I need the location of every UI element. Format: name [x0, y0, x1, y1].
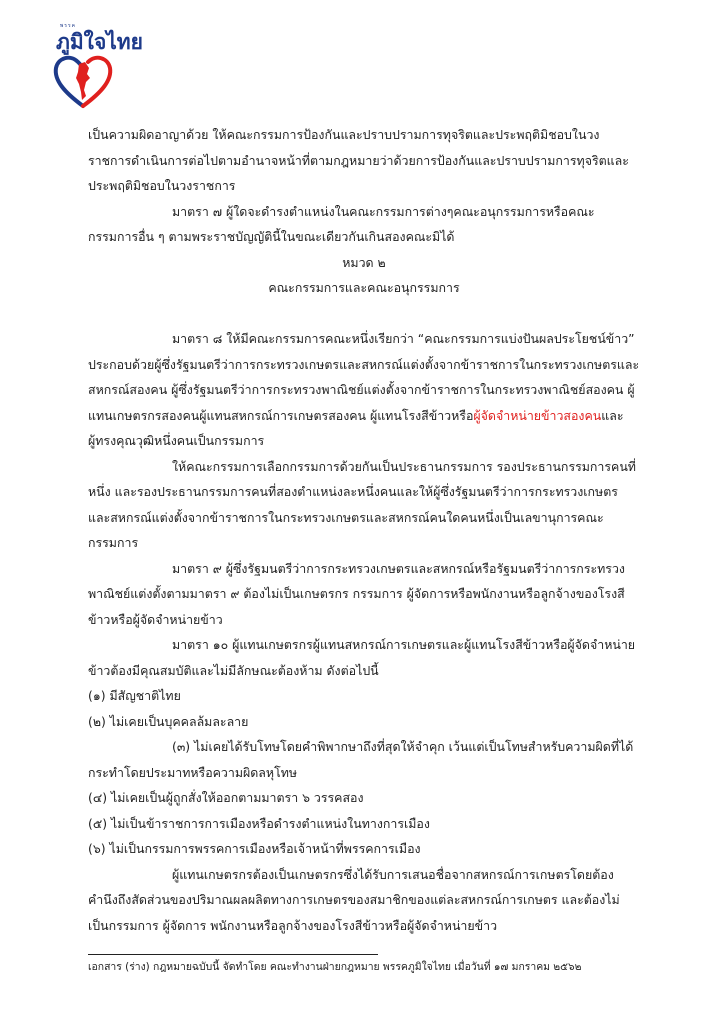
list-item: (๖) ไม่เป็นกรรมการพรรคการเมืองหรือเจ้าหน้าที่พรรคการเมือง — [88, 841, 421, 856]
chapter-heading: หมวด ๒ — [342, 254, 386, 270]
list-item: (๑) มีสัญชาติไทย — [88, 688, 181, 703]
party-logo — [40, 22, 143, 122]
closing-paragraph: ผู้แทนเกษตรกรต้องเป็นเกษตรกรซึ่งได้รับการเสนอชื่อจากสหกรณ์การเกษตรโดยต้องคำนึงถึงสัดส่วนของปริมาณผลผลิตทางการเกษตรของสมาชิกของแต่ละสหกรณ์การเกษตร และต้องไม่เป็นกรรมการ ผู้จัดการ พนักงานหรือลูกจ้างของโรงสีข้าวหรือผู้จัดจำหน่ายข้าว — [88, 866, 620, 933]
section-10: มาตรา ๑๐ ผู้แทนเกษตรกรผู้แทนสหกรณ์การเกษตรและผู้แทนโรงสีข้าวหรือผู้จัดจำหน่ายข้าวต้องมีคุณสมบัติและไม่มีลักษณะต้องห้าม ดังต่อไปนี้ — [88, 637, 636, 678]
chapter-title: คณะกรรมการและคณะอนุกรรมการ — [268, 280, 460, 295]
section-8-paragraph-2: ให้คณะกรรมการเลือกกรรมการด้วยกันเป็นประธานกรรมการ รองประธานกรรมการคนที่หนึ่ง และรองประธานกรรมการคนที่สองตำแหน่งละหนึ่งคนและให้ผู้ซึ่งรัฐมนตรีว่าการกระทรวงเกษตรและสหกรณ์แต่งตั้งจากข้าราชการในกระทรวงเกษตรและสหกรณ์คนใดคนหนึ่งเป็นเลขานุการคณะกรรมการ — [88, 458, 636, 550]
section-8 — [88, 326, 640, 454]
list-item: (๔) ไม่เคยเป็นผู้ถูกสั่งให้ออกตามมาตรา ๖ วรรคสอง — [88, 790, 364, 805]
spacer — [88, 301, 640, 327]
section-9: มาตรา ๙ ผู้ซึ่งรัฐมนตรีว่าการกระทรวงเกษตรและสหกรณ์หรือรัฐมนตรีว่าการกระทรวงพาณิชย์แต่งตั้งตามมาตรา ๙ ต้องไม่เป็นเกษตรกร กรรมการ ผู้จัดการหรือพนักงานหรือลูกจ้างของโรงสีข้าวหรือผู้จัดจำหน่ายข้าว — [88, 560, 625, 627]
paragraph-continuation: เป็นความผิดอาญาด้วย ให้คณะกรรมการป้องกันและปราบปรามการทุจริตและประพฤติมิชอบในวงราชการดำเนินการต่อไปตามอำนาจหน้าที่ตามกฎหมายว่าด้วยการป้องกันและปราบปรามการทุจริตและประพฤติมิชอบในวงราชการ — [88, 127, 629, 193]
list-item: (๓) ไม่เคยได้รับโทษโดยคำพิพากษาถึงที่สุดให้จำคุก เว้นแต่เป็นโทษสำหรับความผิดที่ได้กระทำโดยประมาทหรือความผิดลหุโทษ — [88, 739, 634, 780]
logo-name: ภูมิใจไทย — [56, 30, 143, 54]
section-8-text: มาตรา ๘ ให้มีคณะกรรมการคณะหนึ่งเรียกว่า “คณะกรรมการแบ่งปันผลประโยชน์ข้าว” ประกอบด้วยผู้ซึ่งรัฐมนตรีว่าการกระทรวงเกษตรและสหกรณ์แต่งตั้งจากข้าราชการในกระทรวงเกษตรและสหกรณ์สองคน ผู้ซึ่งรัฐมนตรีว่าการกระทรวงพาณิชย์แต่งตั้งจากข้าราชการในกระทรวงพาณิชย์สองคน ผู้แทนเกษตรกรสองคนผู้แทนสหกรณ์การเกษตรสองคน ผู้แทนโรงสีข้าวหรือ — [88, 331, 640, 423]
document-body — [88, 122, 640, 938]
section-7: มาตรา ๗ ผู้ใดจะดำรงตำแหน่งในคณะกรรมการต่างๆคณะอนุกรรมการหรือคณะกรรมการอื่น ๆ ตามพระราชบัญญัตินี้ในขณะเดียวกันเกินสองคณะมิได้ — [88, 203, 595, 244]
footnote-divider — [88, 954, 378, 955]
heart-map-icon — [52, 52, 114, 110]
list-item: (๒) ไม่เคยเป็นบุคคลล้มละลาย — [88, 713, 249, 729]
section-8-text-end: และผู้ทรงคุณวุฒิหนึ่งคนเป็นกรรมการ — [88, 407, 624, 448]
list-item: (๕) ไม่เป็นข้าราชการการเมืองหรือดำรงตำแหน่งในทางการเมือง — [88, 815, 430, 831]
highlighted-text: ผู้จัดจำหน่ายข้าวสองคน — [473, 407, 602, 423]
footnote: เอกสาร (ร่าง) กฎหมายฉบับนี้ จัดทำโดย คณะทำงานฝ่ายกฎหมาย พรรคภูมิใจไทย เมื่อวันที่ ๑๗ มกราคม ๒๕๖๒ — [88, 961, 582, 973]
logo-small-text: พรรค — [60, 23, 77, 29]
